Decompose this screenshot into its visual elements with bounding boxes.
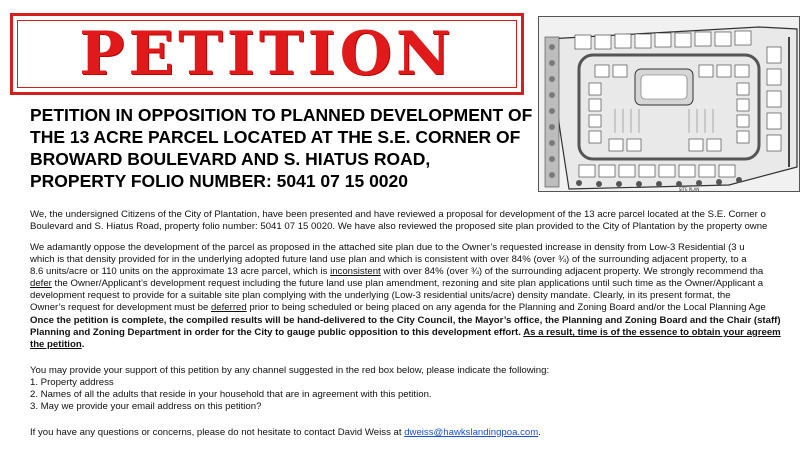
underlined-the-petition: the petition <box>30 339 82 350</box>
contact-end: . <box>538 427 541 438</box>
underlined-urgency: As a result, time is of the essence to obtain your agreem <box>523 327 781 338</box>
paragraph-instructions <box>30 365 800 413</box>
site-plan-caption: SITE PLAN <box>678 187 700 192</box>
petition-stamp <box>10 13 524 95</box>
text-line <box>30 266 800 278</box>
paragraph-contact <box>30 427 800 439</box>
title-line: PETITION IN OPPOSITION TO PLANNED DEVELOPMENT OF <box>30 105 533 125</box>
text-line: development request to provide for a suitable site plan complying with the underlying (Low-3 residential units/acre) density mandate. Clearly, in its present format, the <box>30 290 731 301</box>
text-line: Boulevard and S. Hiatus Road, property folio number: 5041 07 15 0020. We have also reviewed the proposed site plan provided to the City of Plantation by the property owne <box>30 221 768 232</box>
underlined-defer: defer <box>30 278 52 289</box>
paragraph-opposition <box>30 242 800 314</box>
title-line: PROPERTY FOLIO NUMBER: 5041 07 15 0020 <box>30 171 409 191</box>
text-segment: Planning and Zoning Department in order for the City to gauge public opposition to this development effort. <box>30 327 524 338</box>
text-segment: prior to being scheduled or being placed on any agenda for the Planning and Zoning Board and/or the Local Planning Age <box>246 302 766 313</box>
text-line: We adamantly oppose the development of the parcel as proposed in the attached site plan due to the Owner’s requested increase in density from Low-3 Residential (3 u <box>30 242 745 253</box>
petition-title <box>30 104 535 192</box>
contact-email-link[interactable]: dweiss@hawkslandingpoa.com <box>404 427 539 438</box>
site-plan-image <box>538 16 800 192</box>
title-line: BROWARD BOULEVARD AND S. HIATUS ROAD, <box>30 149 431 169</box>
text-segment: Owner’s request for development must be <box>30 302 211 313</box>
text-line: Once the petition is complete, the compiled results will be hand-delivered to the City Council, the Mayor’s office, the Planning and Zoning Board and the Chair (staff) <box>30 315 781 326</box>
title-line: THE 13 ACRE PARCEL LOCATED AT THE S.E. CORNER OF <box>30 127 521 147</box>
list-item: 3. May we provide your email address on this petition? <box>30 401 262 412</box>
petition-stamp-text: PETITION <box>79 19 455 89</box>
text-line <box>30 339 800 351</box>
site-plan-drawing <box>539 17 800 192</box>
text-segment: 8.6 units/acre or 110 units on the approximate 13 acre parcel, which is <box>30 266 331 277</box>
text-line: which is that density provided for in the underlying adopted future land use plan and which is consistent with over 84% (over ¾) of the surrounding adjacent property, to a <box>30 254 747 265</box>
list-item: 2. Names of all the adults that reside in your household that are in agreement with this petition. <box>30 389 432 400</box>
petition-stamp-inner-border <box>17 20 517 88</box>
text-segment: the Owner/Applicant’s development request including the future land use plan amendment, rezoning and site plan applications until such time as the Owner/Applicant a <box>51 278 764 289</box>
text-line <box>30 278 800 290</box>
text-line <box>30 327 800 339</box>
instructions-list <box>30 377 800 413</box>
text-line: We, the undersigned Citizens of the City of Plantation, have been presented and have reviewed a proposal for development of the 13 acre parcel located at the S.E. Corner o <box>30 209 766 220</box>
list-item: 1. Property address <box>30 377 114 388</box>
text-segment: . <box>81 339 85 350</box>
paragraph-review <box>30 209 800 233</box>
contact-text: If you have any questions or concerns, please do not hesitate to contact David Weiss at <box>30 427 405 438</box>
text-segment: with over 84% (over ¾) of the surrounding adjacent property. We strongly recommend tha <box>380 266 764 277</box>
underlined-inconsistent: inconsistent <box>330 266 381 277</box>
text-line <box>30 302 800 314</box>
instructions-intro: You may provide your support of this petition by any channel suggested in the red box below, please indicate the following: <box>30 365 550 376</box>
paragraph-delivery <box>30 315 800 351</box>
underlined-deferred: deferred <box>210 302 247 313</box>
